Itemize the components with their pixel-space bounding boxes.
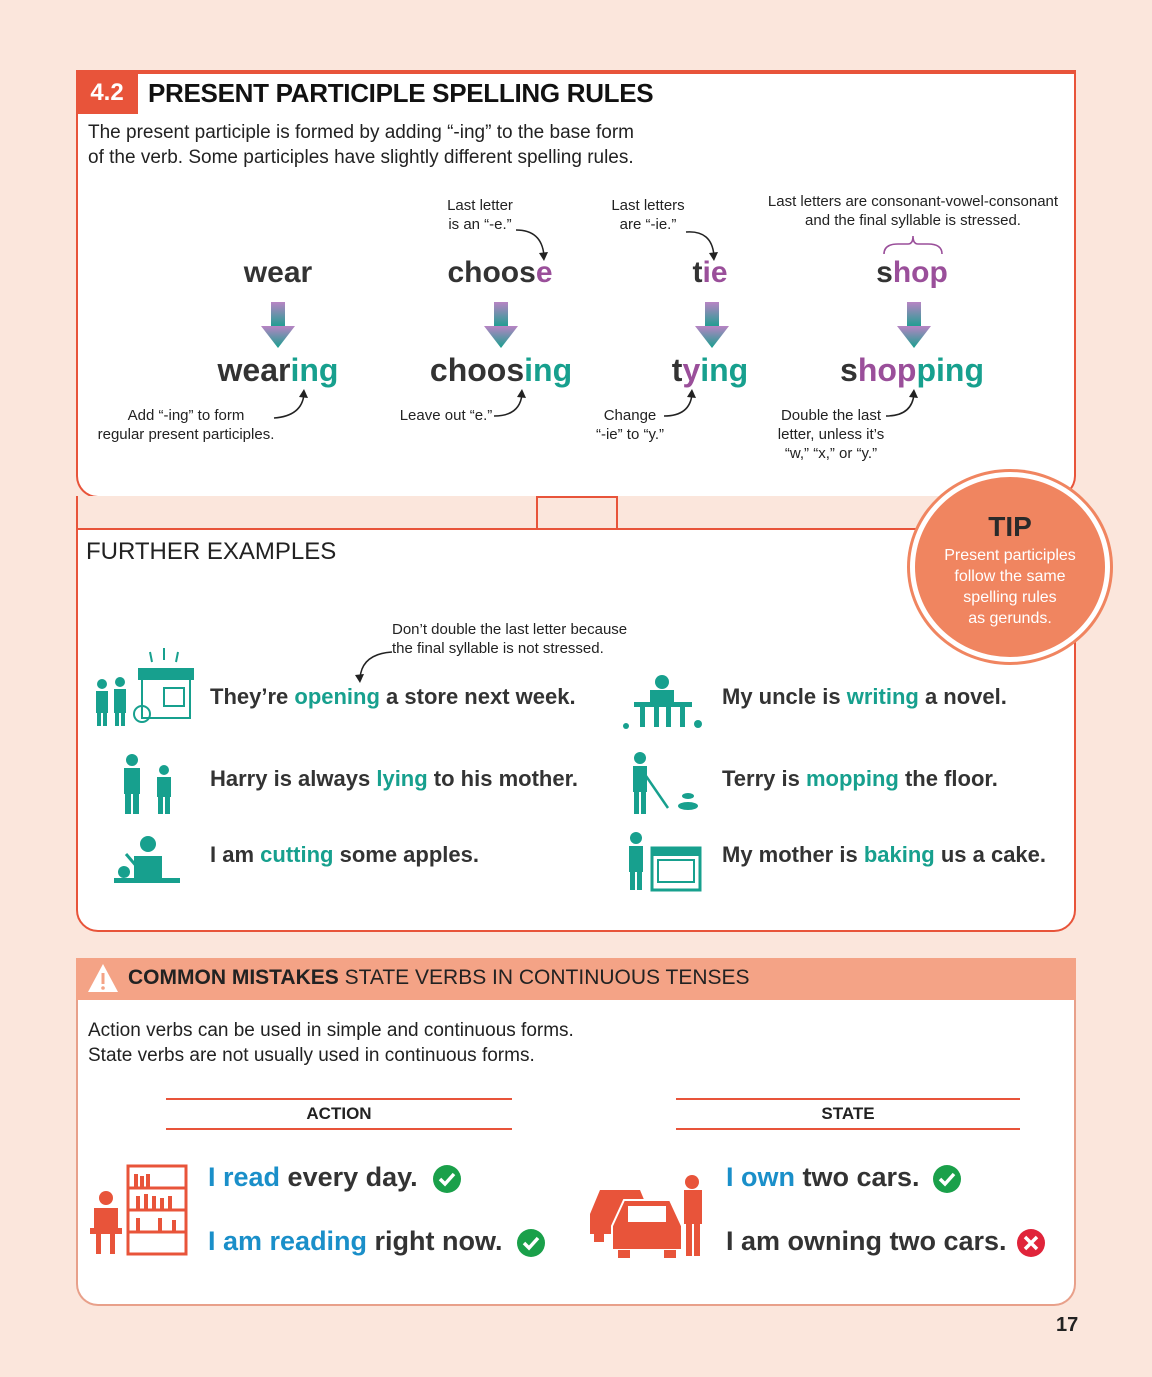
curved-arrow-icon <box>352 646 394 684</box>
example-lying <box>210 766 578 792</box>
example-baking <box>722 842 1046 868</box>
participle-double: p <box>916 352 936 388</box>
base-main: s <box>876 256 893 289</box>
tip-line: Present participles <box>944 547 1076 564</box>
note-line: Last letter <box>447 197 513 214</box>
check-icon <box>932 1164 962 1194</box>
participle-stem: wear <box>217 352 291 388</box>
participle-ending: ing <box>290 352 339 388</box>
example-verb: baking <box>863 842 935 867</box>
curved-arrow-icon <box>662 388 702 422</box>
action-rule-bottom <box>166 1128 512 1130</box>
common-mistakes-title <box>128 966 750 990</box>
participle-stem: choos <box>429 352 525 388</box>
example-pre: They’re <box>210 684 295 709</box>
cutting-apples-icon <box>112 830 182 886</box>
note-line: “-ie” to “y.” <box>595 426 665 443</box>
reading-bookshelf-icon <box>88 1162 190 1258</box>
base-main: choos <box>447 256 536 289</box>
example-writing <box>722 684 1007 710</box>
example-pre: Terry is <box>722 766 806 791</box>
example-cutting <box>210 842 479 868</box>
base-end: e <box>535 256 553 289</box>
example-post: to his mother. <box>427 766 579 791</box>
callout-opening <box>392 620 627 658</box>
action-rest: right now. <box>367 1226 503 1256</box>
note-line: “w,” “x,” or “y.” <box>784 445 878 462</box>
writing-desk-icon <box>620 672 704 732</box>
down-arrow-icon <box>695 302 729 350</box>
participle-ending: ing <box>700 352 749 388</box>
example-verb: cutting <box>260 842 334 867</box>
example-verb: mopping <box>805 766 899 791</box>
check-icon <box>516 1228 546 1258</box>
tip-badge <box>910 472 1110 662</box>
tip-title: TIP <box>988 511 1032 542</box>
note-line: letter, unless it’s <box>777 426 885 443</box>
example-pre: Harry is always <box>210 766 377 791</box>
mistakes-intro-line: Action verbs can be used in simple and continuous forms. <box>88 1020 574 1041</box>
note-line: Last letters <box>611 197 685 214</box>
note-line: and the final syllable is stressed. <box>805 212 1021 229</box>
cross-icon <box>1016 1228 1046 1258</box>
example-pre: I am <box>210 842 261 867</box>
check-icon <box>432 1164 462 1194</box>
participle-ending: ing <box>524 352 573 388</box>
participle-shopping <box>792 352 1032 389</box>
base-word-wear: wear <box>243 256 313 289</box>
state-rule-bottom <box>676 1128 1020 1130</box>
tip-line: spelling rules <box>963 589 1057 606</box>
base-word-tie <box>610 256 810 290</box>
note-line: Change <box>603 407 657 424</box>
action-rule-top <box>166 1098 512 1100</box>
state-rest: two cars. <box>795 1162 920 1192</box>
section-title: PRESENT PARTICIPLE SPELLING RULES <box>148 78 654 108</box>
action-heading: ACTION <box>306 1104 372 1123</box>
cars-owner-icon <box>584 1170 718 1258</box>
action-verb: I read <box>208 1162 281 1192</box>
people-talking-icon <box>112 752 182 816</box>
state-sentence-2: I am owning two cars. <box>726 1226 1007 1256</box>
base-word-choose <box>400 256 600 290</box>
example-post: a store next week. <box>379 684 576 709</box>
action-verb: I am reading <box>208 1226 368 1256</box>
participle-wearing <box>158 352 398 389</box>
curved-arrow-icon <box>492 388 532 422</box>
action-sentence-2 <box>208 1226 503 1257</box>
curved-arrow-icon <box>884 388 924 422</box>
tip-line: as gerunds. <box>968 610 1052 627</box>
down-arrow-icon <box>897 302 931 350</box>
participle-choosing <box>381 352 621 389</box>
mopping-icon <box>624 750 700 816</box>
section-intro <box>88 120 688 170</box>
intro-line-2: of the verb. Some participles have slightly different spelling rules. <box>88 147 634 168</box>
tip-text <box>915 545 1105 629</box>
example-pre: My uncle is <box>722 684 847 709</box>
note-line: is an “-e.” <box>448 216 512 233</box>
mistakes-bold: COMMON MISTAKES <box>128 966 339 989</box>
mistakes-intro <box>88 1018 574 1068</box>
baking-oven-icon <box>620 830 704 892</box>
note-line: Double the last <box>780 407 882 424</box>
example-verb: opening <box>294 684 380 709</box>
action-sentence-1 <box>208 1162 418 1193</box>
down-arrow-icon <box>484 302 518 350</box>
intro-line-1: The present participle is formed by adding “-ing” to the base form <box>88 122 634 143</box>
participle-ending: ing <box>936 352 984 388</box>
brace-icon <box>882 234 944 256</box>
tip-line: follow the same <box>954 568 1066 585</box>
further-examples-label: FURTHER EXAMPLES <box>86 538 337 565</box>
mistakes-rest: STATE VERBS IN CONTINUOUS TENSES <box>338 966 750 989</box>
callout-line: the final syllable is not stressed. <box>392 640 604 657</box>
note-line: regular present participles. <box>97 426 275 443</box>
note-double-last <box>766 406 896 463</box>
participle-stem: t <box>671 352 683 388</box>
page-number: 17 <box>1056 1314 1079 1336</box>
note-cvc <box>752 192 1074 230</box>
base-end: hop <box>892 256 948 289</box>
example-opening <box>210 684 576 710</box>
callout-line: Don’t double the last letter because <box>392 621 628 638</box>
down-arrow-icon <box>261 302 295 350</box>
participle-stem: s <box>840 352 858 388</box>
example-mopping <box>722 766 998 792</box>
note-line: are “-ie.” <box>619 216 677 233</box>
base-word-shop <box>812 256 1012 290</box>
state-rule-top <box>676 1098 1020 1100</box>
note-regular <box>96 406 276 444</box>
curved-arrow-icon <box>272 388 312 422</box>
participle-mid: hop <box>857 352 917 388</box>
state-verb: I own <box>726 1162 795 1192</box>
example-post: a novel. <box>918 684 1007 709</box>
card-connector-left <box>76 496 538 530</box>
warning-icon <box>86 962 120 994</box>
base-end: ie <box>702 256 728 289</box>
base-main: t <box>692 256 703 289</box>
store-opening-icon <box>90 648 198 728</box>
note-last-letters-ie <box>598 196 698 234</box>
example-post: the floor. <box>898 766 998 791</box>
example-verb: lying <box>376 766 428 791</box>
example-post: us a cake. <box>934 842 1047 867</box>
participle-changed: y <box>682 352 701 388</box>
card-connector-right <box>616 496 946 530</box>
example-pre: My mother is <box>722 842 864 867</box>
section-number: 4.2 <box>76 72 138 114</box>
action-rest: every day. <box>280 1162 418 1192</box>
state-heading: STATE <box>821 1104 875 1123</box>
mistakes-intro-line: State verbs are not usually used in continuous forms. <box>88 1045 535 1066</box>
note-line: Last letters are consonant-vowel-consonant <box>767 193 1059 210</box>
example-verb: writing <box>846 684 919 709</box>
state-sentence-1 <box>726 1162 920 1193</box>
note-line: Add “-ing” to form <box>127 407 245 424</box>
example-post: some apples. <box>333 842 479 867</box>
note-leave-out-e: Leave out “e.” <box>399 407 493 424</box>
